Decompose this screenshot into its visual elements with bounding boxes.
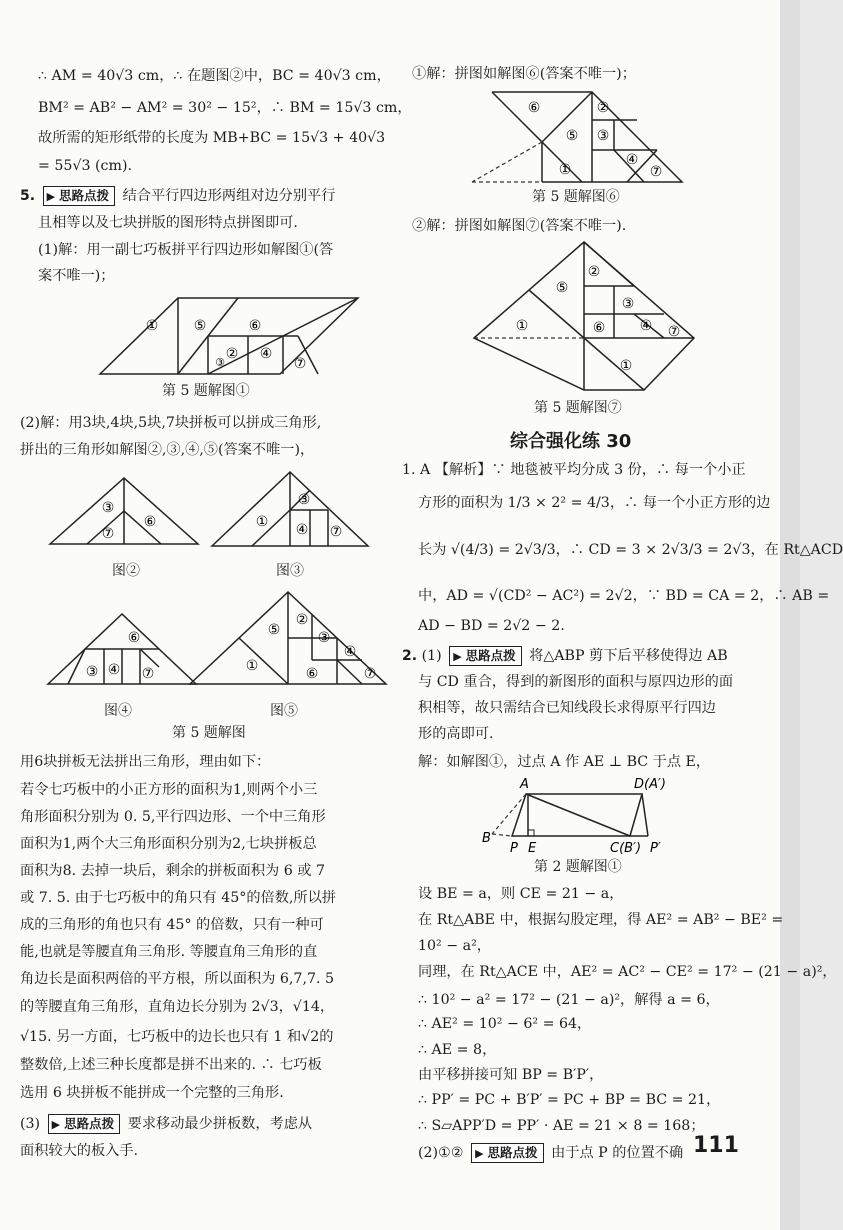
piece-label: ⑥ [143,514,157,530]
piece-label: ③ [317,630,331,646]
text-line: 形的高即可. [418,726,494,742]
text-line: 长为 √(4/3) = 2√3/3，∴ CD = 3 × 2√3/3 = 2√3，在 Rt△ACD [418,542,843,558]
page-number: 111 [693,1133,739,1158]
piece-label: ② [596,100,610,116]
text-line: BM² = AB² − AM² = 30² − 15²，∴ BM = 15√3 cm， [38,100,412,116]
hint-badge-label: 思路点拨 [465,648,516,663]
text-line: 用6块拼板无法拼出三角形，理由如下： [20,754,271,770]
piece-label: ⑥ [127,630,141,646]
piece-label: ⑦ [141,666,155,682]
hint-badge-label: 思路点拨 [487,1145,538,1160]
figure-5-4-triangle [48,612,198,686]
piece-label: ⑦ [667,324,681,340]
text-line: 中，AD = √(CD² − AC²) = 2√2，∵ BD = CA = 2，∴ AB = [418,588,830,604]
piece-label: ⑥ [527,100,541,116]
text-line: 案不唯一)； [38,268,115,284]
figure-5-5-triangle [190,590,390,686]
text-line: 若令七巧板中的小正方形的面积为1,则两个小三 [20,782,318,798]
piece-label: ⑦ [101,526,115,542]
text-line: ∴ S▱APP′D = PP′ · AE = 21 × 8 = 168； [418,1118,705,1134]
text-line: 在 Rt△ABE 中，根据勾股定理，得 AE² = AB² − BE² = [418,912,784,928]
text-line: √15. 另一方面，七巧板中的边长也只有 1 和√2的 [20,1029,334,1045]
piece-label: ④ [639,318,653,334]
hint-badge-label: 思路点拨 [64,1116,115,1131]
arrow-icon: ▶ [475,1147,484,1160]
page-edge [780,0,800,1230]
text-line: 选用 6 块拼板不能拼成一个完整的三角形. [20,1085,284,1101]
piece-label: ⑥ [305,666,319,682]
text-line: 成的三角形的角也只有 45° 的倍数，只有一种可 [20,917,324,933]
figure-caption: 第 5 题解图⑦ [534,400,622,416]
piece-label: ③ [215,356,225,369]
figure-caption: 第 2 题解图① [534,859,622,875]
text-line: 角边长是面积两倍的平方根，所以面积为 6,7,7. 5 [20,971,335,987]
piece-label: ① [619,358,633,374]
hint-text: 结合平行四边形两组对边分别平行 [122,188,336,204]
piece-label: ① [558,162,572,178]
text-line: ∴ AE = 8， [418,1042,497,1058]
hint-badge [449,646,521,666]
figure-2-1-parallelogram [482,772,722,856]
piece-label: ⑦ [649,164,663,180]
text-line: ②解：拼图如解图⑦(答案不唯一). [412,218,627,234]
figure-5-7 [474,240,696,392]
figure-5-6 [472,90,682,184]
piece-label: ④ [295,522,309,538]
hint-badge [43,186,115,206]
text-line: 面积为1,两个大三角形面积分别为2,七块拼板总 [20,836,317,852]
text-line: 方形的面积为 1/3 × 2² = 4/3，∴ 每一个小正方形的边 [418,495,771,511]
text-line: 能,也就是等腰直角三角形. 等腰直角三角形的直 [20,944,318,960]
figure-label: 图⑤ [270,703,298,719]
part-3-hint [20,1114,312,1134]
piece-label: ⑤ [555,280,569,296]
piece-label: ④ [259,346,273,362]
piece-label: ② [587,264,601,280]
arrow-icon: ▶ [453,650,462,663]
text-line: 积相等，故只需结合已知线段长求得原平行四边 [418,700,716,716]
point-label: P [510,841,518,856]
text-line: 或 7. 5. 由于七巧板中的角只有 45°的倍数,所以拼 [20,890,336,906]
figure-caption: 第 5 题解图 [172,725,246,741]
piece-label: ⑦ [293,356,307,372]
text-line: 10² − a²， [418,938,491,954]
piece-label: ⑦ [363,666,377,682]
piece-label: ⑤ [193,318,207,334]
figure-label: 图② [112,563,140,579]
text-line: 与 CD 重合，得到的新图形的面积与原四边形的面 [418,674,734,690]
text-line: 的等腰直角三角形，直角边长分别为 2√3，√14， [20,999,335,1015]
text-line: ∴ 10² − a² = 17² − (21 − a)²，解得 a = 6， [418,992,720,1008]
hint-badge [48,1114,120,1134]
piece-label: ⑥ [248,318,262,334]
piece-label: ④ [107,662,121,678]
question-5-hint [20,186,335,206]
text-line: AD − BD = 2√2 − 2. [418,618,565,634]
piece-label: ④ [343,644,357,660]
text-line: 故所需的矩形纸带的长度为 MB+BC = 15√3 + 40√3 [38,130,386,146]
part-prefix: (1) [421,648,442,664]
figure-caption: 第 5 题解图① [162,383,250,399]
section-title: 综合强化练 30 [510,431,632,452]
hint-text: 将△ABP 剪下后平移使得边 AB [529,648,728,664]
part-2-hint [418,1143,683,1163]
hint-text: 由于点 P 的位置不确 [551,1145,684,1161]
figure-5-1-parallelogram [100,296,360,376]
text-line: 且相等以及七块拼版的图形特点拼图即可. [38,215,298,231]
text-line: 角形面积分别为 0. 5,平行四边形、一个中三角形 [20,809,326,825]
piece-label: ③ [297,492,311,508]
text-line: = 55√3 (cm). [38,158,133,174]
text-line: 面积为8. 去掉一块后，剩余的拼板面积为 6 或 7 [20,863,326,879]
piece-label: ① [145,318,159,334]
arrow-icon: ▶ [46,190,56,203]
piece-label: ③ [85,664,99,680]
figure-5-3-triangle [212,470,372,548]
text-line: 同理，在 Rt△ACE 中，AE² = AC² − CE² = 17² − (21 − a)²， [418,964,837,980]
text-line: 拼出的三角形如解图②,③,④,⑤(答案不唯一)， [20,442,315,458]
figure-caption: 第 5 题解图⑥ [532,189,620,205]
text-line: (1)解：用一副七巧板拼平行四边形如解图①(答 [38,242,334,258]
point-label: P′ [650,841,661,856]
figure-5-2-triangle [50,476,200,546]
piece-label: ③ [621,296,635,312]
piece-label: ③ [101,500,115,516]
piece-label: ② [295,612,309,628]
piece-label: ③ [596,128,610,144]
figure-label: 图③ [276,563,304,579]
piece-label: ④ [625,152,639,168]
question-2-hint [402,646,728,666]
piece-label: ② [225,346,239,362]
hint-badge-label: 思路点拨 [59,188,110,203]
point-label: B [482,831,491,846]
point-label: C(B′) [610,841,642,856]
text-line: ∴ PP′ = PC + B′P′ = PC + BP = BC = 21， [418,1092,721,1108]
question-number: 5. [20,188,36,204]
text-line: (2)解：用3块,4块,5块,7块拼板可以拼成三角形, [20,415,322,431]
text-line: ∴ AE² = 10² − 6² = 64， [418,1016,592,1032]
part-prefix: (3) [20,1116,41,1132]
hint-text: 要求移动最少拼板数，考虑从 [127,1116,313,1132]
piece-label: ⑦ [329,524,343,540]
piece-label: ⑥ [592,320,606,336]
piece-label: ⑤ [565,128,579,144]
question-number: 2. [402,648,418,664]
piece-label: ① [515,318,529,334]
text-line: ∴ AM = 40√3 cm，∴ 在题图②中，BC = 40√3 cm， [38,68,391,84]
piece-label: ⑤ [267,622,281,638]
part-prefix: (2)①② [418,1145,464,1161]
figure-label: 图④ [104,703,132,719]
piece-label: ① [245,658,259,674]
point-label: D(A′) [634,777,666,792]
text-line: 解：如解图①，过点 A 作 AE ⊥ BC 于点 E， [418,754,711,770]
arrow-icon: ▶ [51,1118,61,1131]
piece-label: ① [255,514,269,530]
text-line: 设 BE = a，则 CE = 21 − a， [418,886,624,902]
point-label: A [520,777,529,792]
text-line: 面积较大的板入手. [20,1143,139,1159]
text-line: 1. A 【解析】∵ 地毯被平均分成 3 份，∴ 每一个小正 [402,462,746,478]
text-line: 由平移拼接可知 BP = B′P′， [418,1067,604,1083]
point-label: E [528,841,537,856]
text-line: ①解：拼图如解图⑥(答案不唯一)； [412,66,636,82]
hint-badge [471,1143,543,1163]
text-line: 整数倍,上述三种长度都是拼不出来的. ∴ 七巧板 [20,1057,322,1073]
